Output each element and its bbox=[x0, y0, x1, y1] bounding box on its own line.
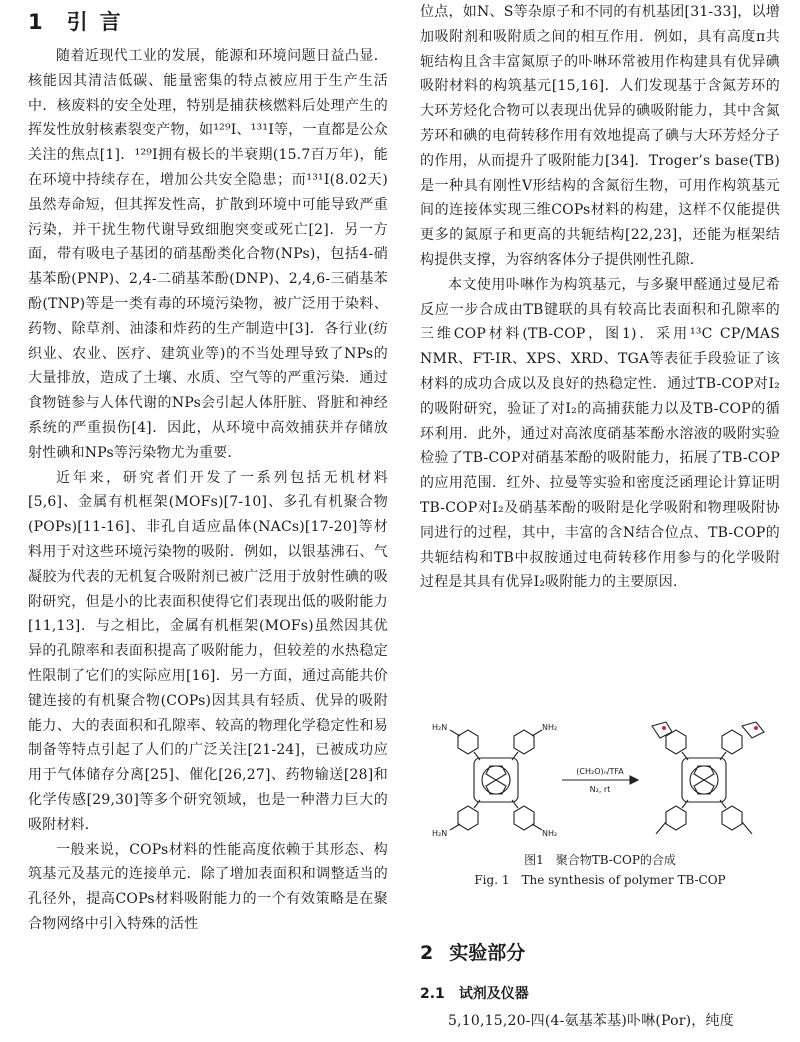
phenyl-ring bbox=[514, 730, 534, 754]
intro-paragraph-3-continued: 位点，如N、S等杂原子和不同的有机基团[31-33]，以增加吸附剂和吸附质之间的相互作用．例如，具有高度π共轭结构且含丰富氮原子的卟啉环常被用作构建具有优异碘吸附材料的构筑基元[15,16]．人们发现基于含氮芳环的大环芳烃化合物可以表现出优异的碘吸附能力，其中含氮芳环和碘的电荷转移作用有效地提高了碘与大环芳烃分子的作用，从而提升了吸附能力[34]．Troger’s base(TB)是一种具有刚性V形结构的含氮衍生物，可用作构筑基元间的连接体实现三维COPs材料的构建，这样不仅能提供更多的氮原子和更高的共轭结构[22,23]，还能为框架结构提供支撑，为容纳客体分子提供刚性孔隙． bbox=[420, 4, 780, 268]
figure-1 bbox=[420, 718, 780, 887]
porphyrin-left bbox=[474, 758, 518, 802]
section-1-heading bbox=[28, 6, 388, 36]
intro-paragraph-4: 本文使用卟啉作为构筑基元，与多聚甲醛通过曼尼希反应一步合成由TB键联的具有较高比表面积和孔隙率的三维COP材料(TB-COP，图1)．采用¹³C CP/MAS NMR、FT-IR、XPS、XRD、TGA等表征手段验证了该材料的成功合成以及良好的热稳定性．通过TB-COP对I₂的吸附研究，验证了对I₂的高捕获能力以及TB-COP的循环利用．此外，通过对高浓度硝基苯酚水溶液的吸附实验检验了TB-COP对硝基苯酚的吸附能力，拓展了TB-COP的应用范围．红外、拉曼等实验和密度泛函理论计算证明TB-COP对I₂及硝基苯酚的吸附是化学吸附和物理吸附协同进行的过程，其中，丰富的含N结合位点、TB-COP的共轭结构和TB中叔胺通过电荷转移作用参与的化学吸附过程是其具有优异I₂吸附能力的主要原因． bbox=[420, 276, 780, 591]
phenyl-ring bbox=[722, 730, 742, 754]
section-2-heading bbox=[420, 938, 780, 965]
subsection-number: 2.1 bbox=[420, 986, 445, 1002]
phenyl-ring bbox=[458, 730, 478, 754]
condition-label: N₂, rt bbox=[589, 785, 611, 794]
porphyrin-right bbox=[682, 758, 726, 802]
reagent-label: (CH₂O)ₙ/TFA bbox=[576, 767, 624, 776]
figure-caption-en: Fig. 1 The synthesis of polymer TB-COP bbox=[474, 873, 726, 887]
section-number: 2 bbox=[420, 942, 434, 964]
phenyl-ring bbox=[666, 806, 686, 830]
section-title: 实验部分 bbox=[449, 942, 526, 964]
amine-label: H₂N bbox=[432, 829, 448, 838]
section-title: 引言 bbox=[66, 10, 133, 34]
intro-paragraph-2: 近年来，研究者们开发了一系列包括无机材料[5,6]、金属有机框架(MOFs)[7-10]、多孔有机聚合物(POPs)[11-16]、非孔自适应晶体(NACs)[17-20]等材料用于对这些环境污染物的吸附．例如，以银基沸石、气凝胶为代表的无机复合吸附剂已被广泛用于放射性碘的吸附研究，但是小的比表面积使得它们表现出低的吸附能力[11,13]．与之相比，金属有机框架(MOFs)虽然因其优异的孔隙率和表面积提高了吸附能力，但较差的水热稳定性限制了它们的实际应用[16]．另一方面，通过高能共价键连接的有机聚合物(COPs)因其具有轻质、优异的吸附能力、大的表面积和孔隙率、较高的物理化学稳定性和易制备等特点引起了人们的广泛关注[21-24]，已被成功应用于气体储存分离[25]、催化[26,27]、药物输送[28]和化学传感[29,30]等多个研究领域，也是一种潜力巨大的吸附材料． bbox=[28, 469, 388, 833]
intro-paragraph-1: 随着近现代工业的发展，能源和环境问题日益凸显．核能因其清洁低碳、能量密集的特点被应用于生产生活中．核废料的安全处理，特别是捕获核燃料后处理产生的挥发性放射核素裂变产物，如¹²⁹I、¹³¹I等，一直都是公众关注的焦点[1]．¹²⁹I拥有极长的半衰期(15.7百万年)，能在环境中持续存在，增加公共安全隐患；而¹³¹I(8.02天)虽然寿命短，但其挥发性高，扩散到环境中可能导致严重污染，并干扰生物代谢导致细胞突变或死亡[2]．另一方面，带有吸电子基团的硝基酚类化合物(NPs)，包括4-硝基苯酚(PNP)、2,4-二硝基苯酚(DNP)、2,4,6-三硝基苯酚(TNP)等是一类有毒的环境污染物，被广泛用于染料、药物、除草剂、油漆和炸药的生产制造中[3]．各行业(纺织业、农业、医疗、建筑业等)的不当处理导致了NPs的大量排放，造成了土壤、水质、空气等的严重污染．通过食物链参与人体代谢的NPs会引起人体肝脏、肾脏和神经系统的严重损伤[4]．因此，从环境中高效捕获并存储放射性碘和NPs等污染物尤为重要． bbox=[28, 48, 388, 461]
phenyl-ring bbox=[722, 806, 742, 830]
left-column bbox=[28, 0, 388, 937]
phenyl-ring bbox=[514, 806, 534, 830]
right-column bbox=[420, 0, 780, 595]
amine-label: NH₂ bbox=[542, 829, 558, 838]
synthesis-scheme bbox=[420, 718, 780, 846]
subsection-title: 试剂及仪器 bbox=[458, 986, 529, 1002]
troger-base-bridge bbox=[652, 722, 672, 738]
section-number: 1 bbox=[28, 10, 45, 34]
amine-label: H₂N bbox=[432, 723, 448, 732]
intro-paragraph-3: 一般来说，COPs材料的性能高度依赖于其形态、构筑基元及基元的连接单元．除了增加表面积和调整适当的孔径外，提高COPs材料吸附能力的一个有效策略是在聚合物网络中引入特殊的活性 bbox=[28, 841, 388, 932]
section-2 bbox=[420, 938, 780, 1034]
subsection-2-1-heading bbox=[420, 983, 780, 1003]
phenyl-ring bbox=[458, 806, 478, 830]
figure-caption-cn: 图1 聚合物TB-COP的合成 bbox=[524, 853, 676, 867]
materials-paragraph: 5,10,15,20-四(4-氨基苯基)卟啉(Por)，纯度 bbox=[448, 1013, 734, 1029]
amine-label: NH₂ bbox=[542, 723, 558, 732]
troger-base-bridge bbox=[742, 722, 764, 738]
